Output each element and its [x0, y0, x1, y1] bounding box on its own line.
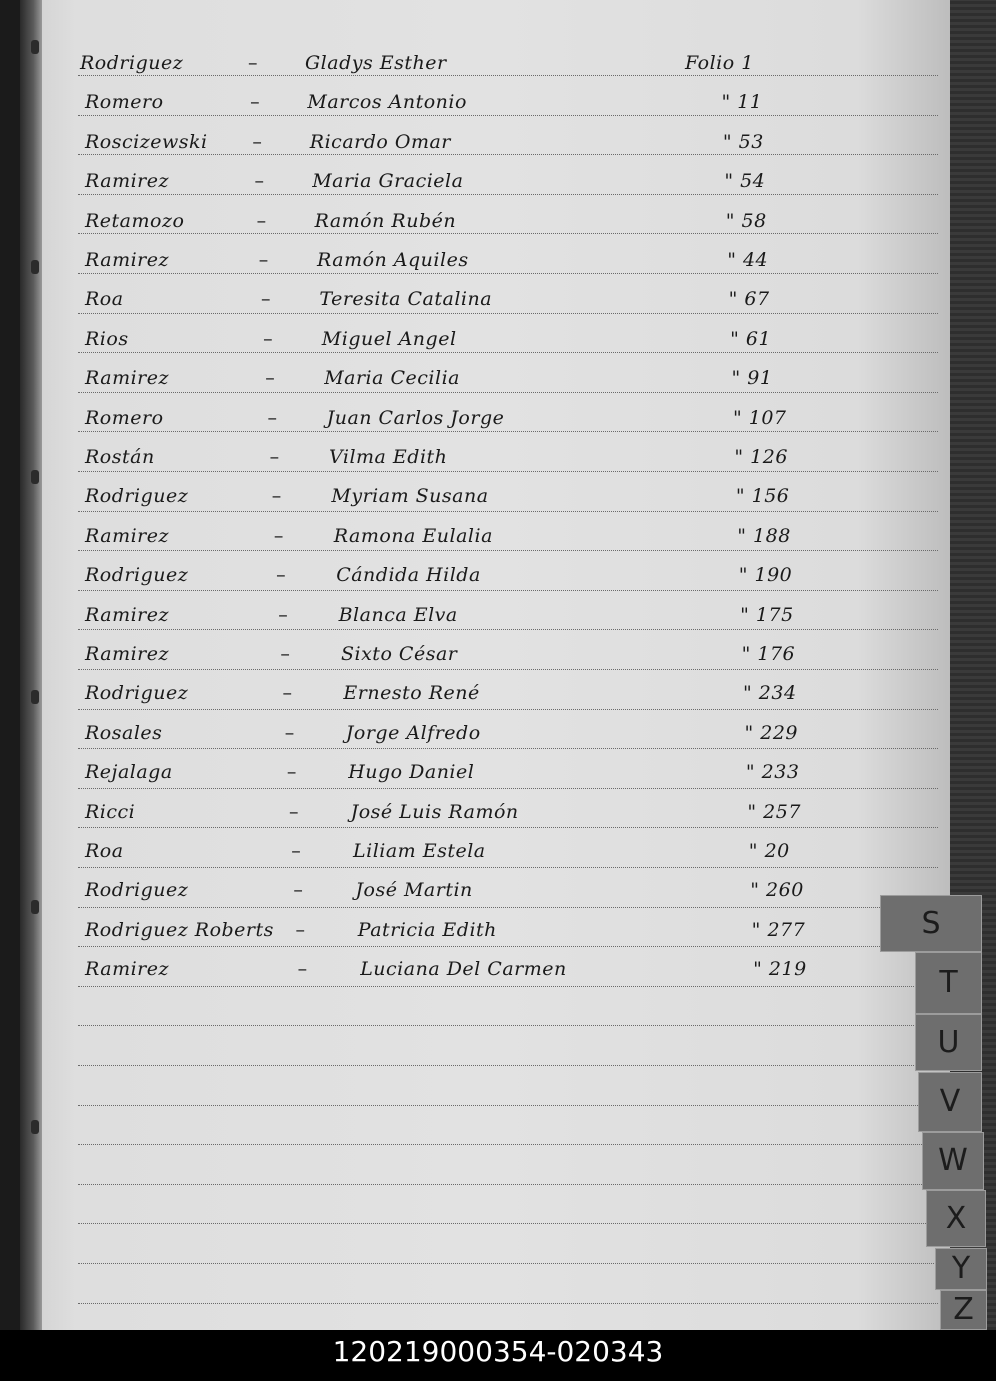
ruled-line	[78, 392, 938, 393]
ruled-line	[78, 1065, 938, 1066]
binding-hole	[31, 470, 39, 484]
ruled-line	[78, 907, 938, 908]
ruled-line	[78, 313, 938, 314]
entry-surname: Rodriguez	[85, 485, 189, 508]
ruled-line	[78, 233, 938, 234]
ruled-line	[78, 629, 938, 630]
ruled-line	[78, 1025, 938, 1026]
entry-dash: –	[256, 209, 267, 232]
entry-surname: Romero	[85, 91, 164, 114]
entry-given-names: Maria Graciela	[312, 170, 464, 193]
entry-dash: –	[284, 721, 295, 744]
entry-folio: " 53	[722, 130, 764, 153]
entry-given-names: Ramón Aquiles	[317, 249, 469, 271]
entry-folio: " 61	[730, 327, 772, 350]
ruled-line	[78, 471, 938, 472]
entry-dash: –	[291, 840, 301, 862]
binding-hole	[31, 690, 39, 704]
entry-dash: –	[289, 800, 299, 823]
entry-surname: Ricci	[85, 800, 136, 823]
entry-surname: Ramirez	[85, 603, 169, 626]
ruled-line	[78, 511, 938, 512]
entry-surname: Ramirez	[85, 249, 169, 271]
entry-folio: " 277	[751, 918, 806, 941]
entry-given-names: Maria Cecilia	[324, 367, 460, 390]
entry-folio: " 44	[727, 249, 769, 271]
entry-given-names: Ricardo Omar	[309, 130, 451, 153]
entry-folio: " 190	[738, 564, 793, 587]
entry-dash: –	[278, 603, 288, 626]
entry-given-names: Blanca Elva	[338, 603, 458, 626]
entry-folio: " 175	[740, 603, 794, 626]
entry-surname: Ramirez	[85, 643, 169, 665]
index-tab-s[interactable]: S	[880, 895, 982, 952]
entry-surname: Rodriguez	[85, 682, 189, 705]
entry-surname: Rios	[85, 327, 129, 350]
entry-dash: –	[252, 130, 262, 153]
index-tab-w[interactable]: W	[922, 1132, 984, 1190]
entry-surname: Roscizewski	[85, 130, 208, 153]
entry-dash: –	[258, 249, 269, 271]
ruled-line	[78, 352, 938, 353]
ruled-line	[78, 1184, 938, 1185]
entry-folio: " 234	[743, 682, 797, 705]
index-tab-z[interactable]: Z	[940, 1290, 987, 1330]
entry-surname: Ramirez	[85, 170, 169, 193]
entry-given-names: Gladys Esther	[305, 52, 447, 74]
entry-surname: Retamozo	[85, 209, 185, 232]
entry-surname: Ramirez	[85, 958, 169, 981]
ruled-line	[78, 194, 938, 195]
entry-folio: " 11	[721, 91, 763, 114]
entry-folio: " 91	[731, 367, 773, 390]
entry-folio: " 233	[745, 761, 800, 784]
ruled-line	[78, 1263, 938, 1264]
entry-dash: –	[273, 524, 284, 547]
ruled-line	[78, 748, 938, 749]
entry-dash: –	[248, 52, 258, 74]
entry-given-names: Patricia Edith	[357, 918, 497, 941]
entry-folio: " 54	[724, 170, 766, 193]
entry-dash: –	[271, 485, 282, 508]
entry-surname: Rodriguez	[85, 564, 189, 587]
entry-folio: " 260	[750, 879, 804, 902]
entry-folio: " 188	[737, 524, 791, 547]
index-tab-x[interactable]: X	[926, 1190, 986, 1247]
entry-surname: Rostán	[85, 446, 155, 468]
entry-folio: " 156	[735, 485, 790, 508]
entry-given-names: Ernesto René	[343, 682, 480, 705]
entry-surname: Ramirez	[85, 367, 169, 390]
entry-dash: –	[276, 564, 286, 587]
ruled-line	[78, 1105, 938, 1106]
ruled-line	[78, 827, 938, 828]
ruled-line	[78, 550, 938, 551]
entry-given-names: Ramona Eulalia	[333, 524, 493, 547]
entry-given-names: Liliam Estela	[353, 840, 486, 862]
entry-folio: " 176	[741, 643, 796, 665]
entry-surname: Rodriguez	[85, 879, 189, 902]
entry-folio: " 67	[728, 288, 770, 311]
entry-dash: –	[254, 170, 264, 193]
ruled-line	[78, 1223, 938, 1224]
entry-folio: " 219	[753, 958, 807, 981]
entry-surname: Roa	[85, 288, 124, 311]
entry-folio: " 126	[734, 446, 788, 468]
entry-dash: –	[286, 761, 297, 784]
entry-surname: Romero	[85, 406, 164, 429]
ruled-line	[78, 75, 938, 76]
index-tab-u[interactable]: U	[915, 1014, 982, 1071]
ruled-line	[78, 669, 938, 670]
ruled-line	[78, 986, 938, 987]
entry-folio: " 58	[725, 209, 767, 232]
entry-dash: –	[297, 958, 308, 981]
entry-dash: –	[282, 682, 293, 705]
entry-folio: " 257	[747, 800, 801, 823]
binding-hole	[31, 900, 39, 914]
entry-surname: Rejalaga	[85, 761, 173, 784]
entry-given-names: Ramón Rubén	[314, 209, 457, 232]
entry-folio: " 107	[732, 406, 787, 429]
ruled-line	[78, 709, 938, 710]
ruled-line	[78, 115, 938, 116]
entry-dash: –	[295, 918, 306, 941]
entry-given-names: Marcos Antonio	[307, 91, 467, 114]
ledger-sheet	[20, 0, 950, 1330]
entry-dash: –	[265, 367, 275, 390]
entry-surname: Ramirez	[85, 524, 169, 547]
entry-dash: –	[267, 406, 277, 429]
entry-given-names: José Luis Ramón	[350, 800, 519, 823]
entry-given-names: Myriam Susana	[331, 485, 489, 508]
entry-given-names: Hugo Daniel	[348, 761, 475, 784]
entry-given-names: Teresita Catalina	[319, 288, 493, 311]
ruled-line	[78, 788, 938, 789]
entry-folio: Folio 1	[685, 52, 754, 74]
entry-dash: –	[280, 643, 290, 665]
entry-dash: –	[293, 879, 303, 902]
entry-given-names: Jorge Alfredo	[345, 721, 481, 744]
ruled-line	[78, 867, 938, 868]
entry-surname: Rodriguez Roberts	[85, 918, 274, 941]
index-tab-v[interactable]: V	[918, 1072, 982, 1132]
ruled-line	[78, 431, 938, 432]
ruled-line	[78, 1144, 938, 1145]
entry-given-names: Miguel Angel	[321, 327, 457, 350]
entry-given-names: José Martin	[355, 879, 473, 902]
binding-hole	[31, 40, 39, 54]
document-id-footer: 120219000354-020343	[0, 1330, 996, 1381]
index-tab-t[interactable]: T	[915, 952, 982, 1014]
entry-folio: " 20	[748, 840, 790, 862]
entry-given-names: Cándida Hilda	[336, 564, 481, 587]
entry-given-names: Juan Carlos Jorge	[326, 406, 505, 429]
ruled-line	[78, 1303, 938, 1304]
entry-surname: Rodriguez	[80, 52, 184, 74]
binding-hole	[31, 1120, 39, 1134]
entry-surname: Roa	[85, 840, 124, 862]
entry-given-names: Vilma Edith	[329, 446, 448, 468]
entry-surname: Rosales	[85, 721, 163, 744]
entry-dash: –	[269, 446, 280, 468]
entry-folio: " 229	[744, 721, 799, 744]
ruled-line	[78, 946, 938, 947]
entry-dash: –	[263, 327, 273, 350]
index-tab-y[interactable]: Y	[935, 1248, 987, 1290]
ruled-line	[78, 273, 938, 274]
binding-hole	[31, 260, 39, 274]
entry-given-names: Sixto César	[341, 643, 458, 665]
ruled-line	[78, 154, 938, 155]
entry-dash: –	[260, 288, 271, 311]
entry-given-names: Luciana Del Carmen	[360, 958, 567, 981]
ruled-line	[78, 590, 938, 591]
entry-dash: –	[250, 91, 260, 114]
